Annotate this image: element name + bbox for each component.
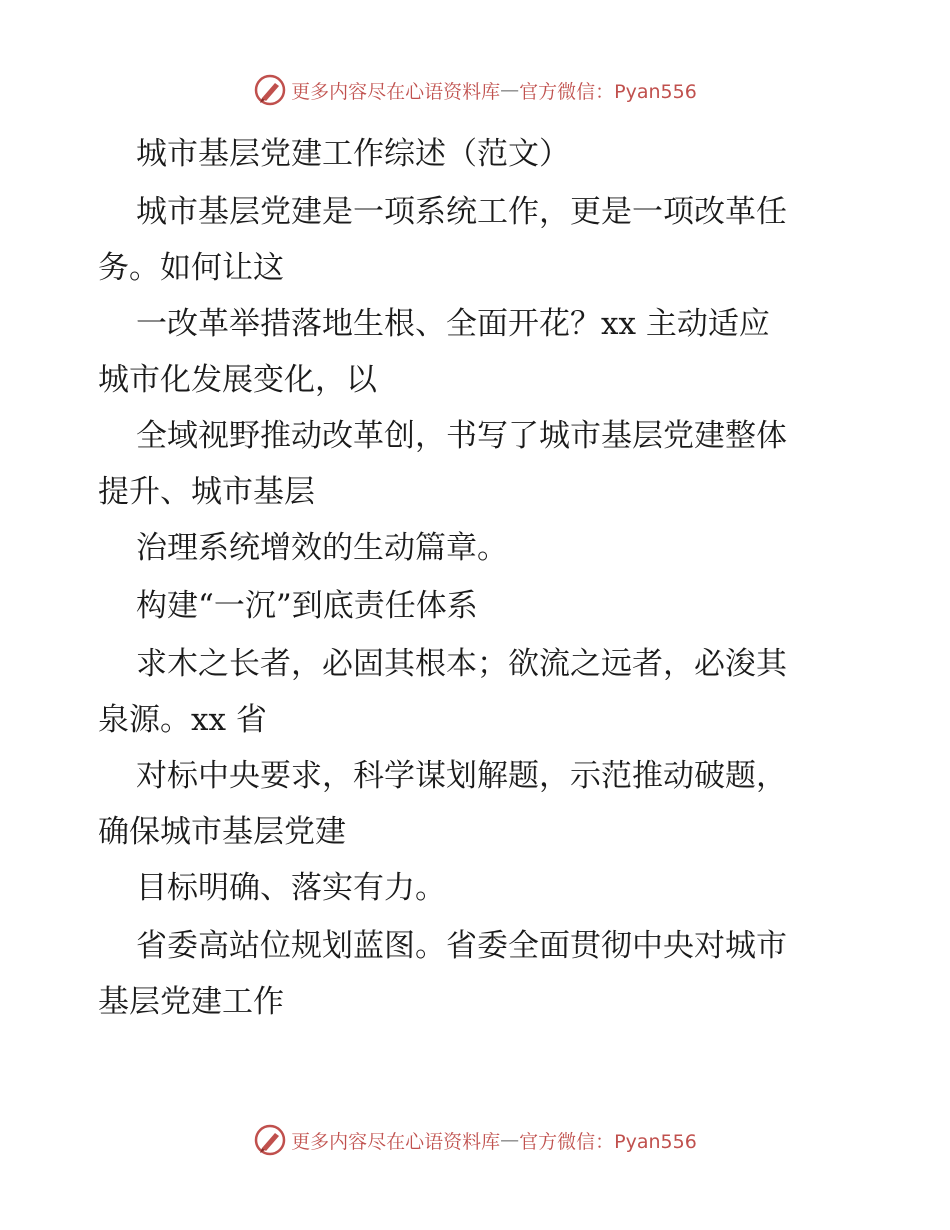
header-watermark-dash: — <box>500 79 520 101</box>
document-body <box>98 125 858 1029</box>
text-line: 城市基层党建是一项系统工作，更是一项改革任 <box>136 194 787 230</box>
text-line: 省委高站位规划蓝图。省委全面贯彻中央对城市 <box>136 928 787 964</box>
text-line: 治理系统增效的生动篇章。 <box>136 530 508 566</box>
header-watermark-text: 更多内容尽在心语资料库 <box>291 80 501 103</box>
text-line: 求木之长者，必固其根本；欲流之远者，必浚其 <box>136 646 787 682</box>
text-line: 对标中央要求，科学谋划解题，示范推动破题， <box>136 758 787 794</box>
text-line: 一改革举措落地生根、全面开花？xx 主动适应 <box>136 306 770 342</box>
text-line: 确保城市基层党建 <box>98 814 346 850</box>
footer-watermark-contact: 官方微信：Pyan556 <box>519 1130 697 1153</box>
footer-watermark <box>0 1120 950 1160</box>
text-line: 泉源。xx 省 <box>98 702 267 738</box>
footer-watermark-text: 更多内容尽在心语资料库 <box>291 1130 501 1153</box>
section-heading: 构建“一沉”到底责任体系 <box>136 588 478 624</box>
text-line: 务。如何让这 <box>98 250 284 286</box>
text-line: 目标明确、落实有力。 <box>136 870 446 906</box>
header-watermark <box>0 70 950 110</box>
header-watermark-contact: 官方微信：Pyan556 <box>519 80 697 103</box>
text-line: 基层党建工作 <box>98 984 284 1020</box>
pen-logo-icon <box>253 1123 287 1157</box>
text-line: 城市化发展变化，以 <box>98 362 377 398</box>
pen-logo-icon <box>253 73 287 107</box>
footer-watermark-dash: — <box>500 1129 520 1151</box>
document-title: 城市基层党建工作综述（范文） <box>136 136 570 172</box>
text-line: 提升、城市基层 <box>98 474 315 510</box>
text-line: 全域视野推动改革创，书写了城市基层党建整体 <box>136 418 787 454</box>
